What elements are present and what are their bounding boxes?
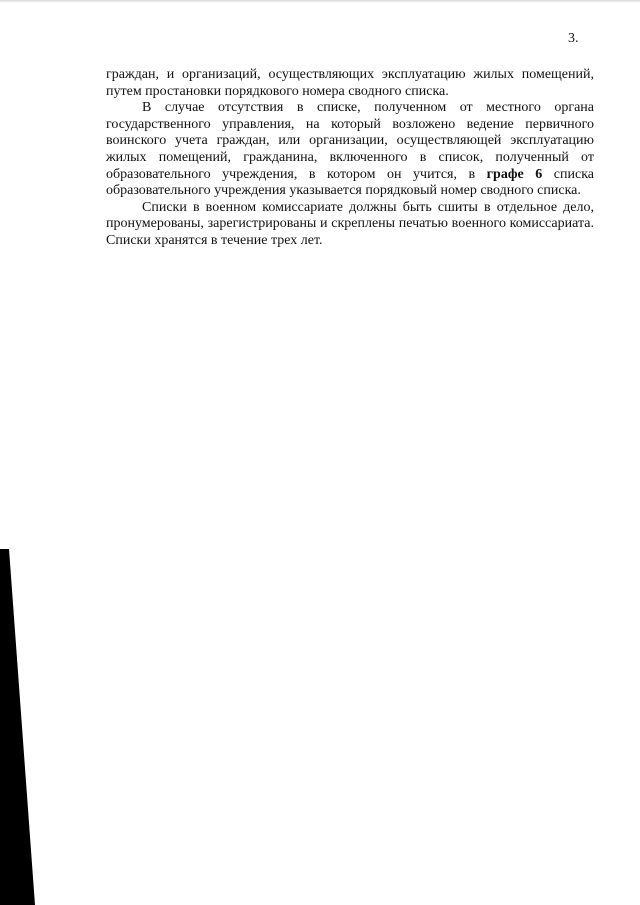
binding-shadow-shape [0,549,35,905]
paragraph-2-bold-reference: графе 6 [486,166,543,182]
paragraph-2-text-after: списка образовательного учреждения указывается порядковый номер сводного списка. [106,166,594,199]
paragraph-2-text-before: В случае отсутствия в списке, полученном от местного органа государственного управления, на который возложено ведение первичного воинского учета граждан, или организации, осуществляющей эксплуатацию жилых помещений, гражданина, включенного в список, полученный от образовательного учреждения, в котором он учится, в [106,100,594,182]
page-number: 3. [568,31,579,46]
paragraph-3: Списки в военном комиссариате должны быть сшиты в отдельное дело, пронумерованы, зарегистрированы и скреплены печатью военного комиссариата. Списки хранятся в течение трех лет. [106,199,594,248]
paragraph-1: граждан, и организаций, осуществляющих эксплуатацию жилых помещений, путем простановки порядкового номера сводного списка. [106,67,594,99]
